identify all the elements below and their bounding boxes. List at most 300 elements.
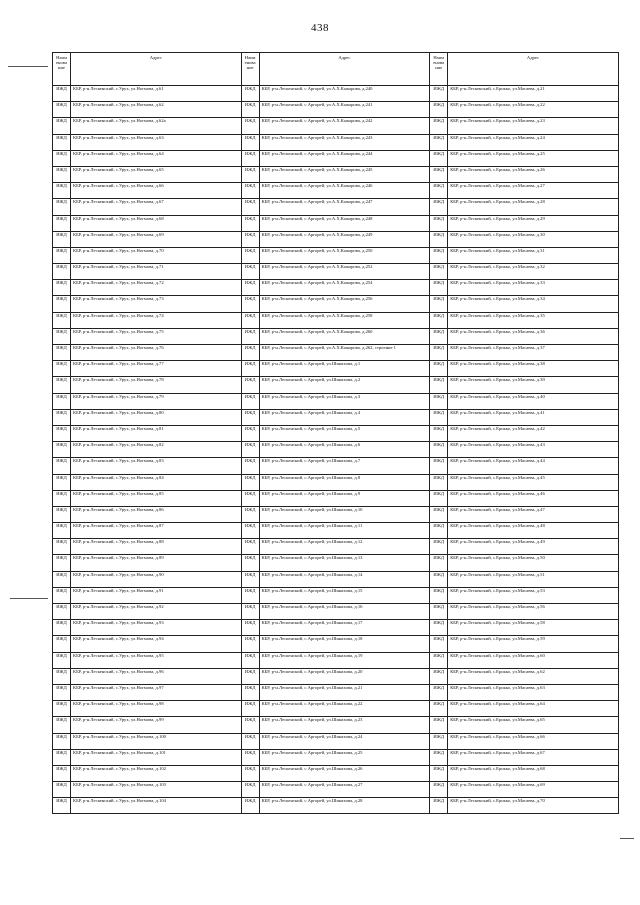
address-cell: КБР, р-н.Лескенский, с.Ерокко, ул.Масаева, д.28 — [448, 199, 619, 215]
address-cell: КБР, р-н.Лескенский, с.Ерокко, ул.Масаева, д.46 — [448, 490, 619, 506]
address-cell: КБР, р-н.Лескенский, с.Ерокко, ул.Масаева, д.59 — [448, 636, 619, 652]
table-row — [53, 765, 619, 781]
address-cell: КБР, р-н.Лескенский, с.Урух, ул.Ногмова, д.84 — [71, 474, 242, 490]
address-cell: КБР, р-н.Лескенский, с.Ерокко, ул.Масаева, д.49 — [448, 539, 619, 555]
property-type-cell: ИЖД — [241, 749, 259, 765]
property-type-cell: ИЖД — [430, 377, 448, 393]
address-cell: КБР, р-н.Лескенский, с.Ерокко, ул.Масаева, д.47 — [448, 506, 619, 522]
address-cell: КБР, р-н.Лескенский, с.Ерокко, ул.Масаева, д.56 — [448, 604, 619, 620]
address-cell: КБР, р-н.Лескенский, с.Ерокко, ул.Масаева, д.65 — [448, 717, 619, 733]
property-type-cell: ИЖД — [241, 765, 259, 781]
table-row — [53, 749, 619, 765]
property-type-cell: ИЖД — [241, 102, 259, 118]
property-type-cell: ИЖД — [53, 425, 71, 441]
address-cell: КБР, р-н.Лескенский, с.Урух, ул.Ногмова, д.77 — [71, 361, 242, 377]
property-type-cell: ИЖД — [53, 604, 71, 620]
property-type-cell: ИЖД — [430, 668, 448, 684]
address-cell: КБР, р-н.Лескенский, с.Ерокко, ул.Масаева, д.32 — [448, 264, 619, 280]
property-type-cell: ИЖД — [241, 523, 259, 539]
table-row — [53, 393, 619, 409]
property-type-cell: ИЖД — [430, 328, 448, 344]
address-cell: КБР, р-н.Лескенский, с.Ерокко, ул.Масаева, д.40 — [448, 393, 619, 409]
property-type-cell: ИЖД — [430, 636, 448, 652]
property-type-cell: ИЖД — [53, 442, 71, 458]
address-cell: КБР, р-н.Лескенский, с.Урух, ул.Ногмова, д.67 — [71, 199, 242, 215]
property-type-cell: ИЖД — [430, 150, 448, 166]
table-header-row — [53, 53, 619, 86]
table-row — [53, 231, 619, 247]
scan-edge-mark — [10, 598, 48, 599]
property-type-cell: ИЖД — [241, 587, 259, 603]
property-type-cell: ИЖД — [430, 798, 448, 814]
table-row — [53, 280, 619, 296]
address-cell: КБР, р-н.Лескенский, с.Аргорей, ул.А.Х.Кажарова, д.260 — [259, 328, 430, 344]
address-cell: КБР, р-н.Лескенский, с.Аргорей, ул.Шинахова, д.5 — [259, 425, 430, 441]
table-row — [53, 458, 619, 474]
address-cell: КБР, р-н.Лескенский, с.Аргорей, ул.А.Х.Кажарова, д.252 — [259, 264, 430, 280]
property-type-cell: ИЖД — [430, 312, 448, 328]
property-type-cell: ИЖД — [430, 361, 448, 377]
table-row — [53, 296, 619, 312]
table-row — [53, 118, 619, 134]
address-cell: КБР, р-н.Лескенский, с.Ерокко, ул.Масаева, д.53 — [448, 587, 619, 603]
property-type-cell: ИЖД — [53, 345, 71, 361]
address-cell: КБР, р-н.Лескенский, с.Урух, ул.Ногмова, д.89 — [71, 555, 242, 571]
address-cell: КБР, р-н.Лескенский, с.Урух, ул.Ногмова, д.98 — [71, 701, 242, 717]
table-row — [53, 102, 619, 118]
address-cell: КБР, р-н.Лескенский, с.Урух, ул.Ногмова, д.96 — [71, 668, 242, 684]
address-cell: КБР, р-н.Лескенский, с.Урух, ул.Ногмова, д.100 — [71, 733, 242, 749]
address-cell: КБР, р-н.Лескенский, с.Урух, ул.Ногмова, д.91 — [71, 587, 242, 603]
table-row — [53, 361, 619, 377]
property-type-cell: ИЖД — [430, 442, 448, 458]
property-type-cell: ИЖД — [53, 361, 71, 377]
table-row — [53, 86, 619, 102]
address-cell: КБР, р-н.Лескенский, с.Аргорей, ул.А.Х.Кажарова, д.248 — [259, 215, 430, 231]
property-type-cell: ИЖД — [241, 442, 259, 458]
property-type-cell: ИЖД — [241, 312, 259, 328]
address-cell: КБР, р-н.Лескенский, с.Аргорей, ул.Шинахова, д.15 — [259, 587, 430, 603]
property-type-cell: ИЖД — [430, 231, 448, 247]
table-row — [53, 620, 619, 636]
table-row — [53, 636, 619, 652]
address-cell: КБР, р-н.Лескенский, с.Ерокко, ул.Масаева, д.41 — [448, 409, 619, 425]
property-type-cell: ИЖД — [241, 393, 259, 409]
property-type-cell: ИЖД — [241, 652, 259, 668]
property-type-cell: ИЖД — [53, 231, 71, 247]
address-cell: КБР, р-н.Лескенский, с.Аргорей, ул.А.Х.Кажарова, д.258 — [259, 312, 430, 328]
address-cell: КБР, р-н.Лескенский, с.Аргорей, ул.А.Х.Кажарова, д.240 — [259, 86, 430, 102]
address-cell: КБР, р-н.Лескенский, с.Аргорей, ул.Шинахова, д.21 — [259, 684, 430, 700]
property-type-cell: ИЖД — [53, 717, 71, 733]
property-type-cell: ИЖД — [430, 409, 448, 425]
table-row — [53, 652, 619, 668]
address-cell: КБР, р-н.Лескенский, с.Ерокко, ул.Масаева, д.60 — [448, 652, 619, 668]
table-row — [53, 150, 619, 166]
table-row — [53, 425, 619, 441]
property-type-cell: ИЖД — [430, 393, 448, 409]
column-header-type: Наим енова ние — [241, 53, 259, 86]
address-cell: КБР, р-н.Лескенский, с.Ерокко, ул.Масаева, д.37 — [448, 345, 619, 361]
address-cell: КБР, р-н.Лескенский, с.Ерокко, ул.Масаева, д.38 — [448, 361, 619, 377]
address-cell: КБР, р-н.Лескенский, с.Аргорей, ул.А.Х.Кажарова, д.262, строение 1 — [259, 345, 430, 361]
address-cell: КБР, р-н.Лескенский, с.Ерокко, ул.Масаева, д.29 — [448, 215, 619, 231]
property-type-cell: ИЖД — [241, 490, 259, 506]
property-type-cell: ИЖД — [241, 296, 259, 312]
address-cell: КБР, р-н.Лескенский, с.Аргорей, ул.А.Х.Кажарова, д.249 — [259, 231, 430, 247]
property-type-cell: ИЖД — [241, 328, 259, 344]
table-row — [53, 134, 619, 150]
address-cell: КБР, р-н.Лескенский, с.Ерокко, ул.Масаева, д.51 — [448, 571, 619, 587]
property-type-cell: ИЖД — [53, 166, 71, 182]
address-cell: КБР, р-н.Лескенский, с.Ерокко, ул.Масаева, д.36 — [448, 328, 619, 344]
property-type-cell: ИЖД — [430, 134, 448, 150]
address-cell: КБР, р-н.Лескенский, с.Ерокко, ул.Масаева, д.22 — [448, 102, 619, 118]
address-cell: КБР, р-н.Лескенский, с.Ерокко, ул.Масаева, д.62 — [448, 668, 619, 684]
table-body — [53, 86, 619, 814]
table-row — [53, 183, 619, 199]
address-cell: КБР, р-н.Лескенский, с.Урух, ул.Ногмова, д.70 — [71, 247, 242, 263]
property-type-cell: ИЖД — [53, 183, 71, 199]
address-cell: КБР, р-н.Лескенский, с.Ерокко, ул.Масаева, д.31 — [448, 247, 619, 263]
address-cell: КБР, р-н.Лескенский, с.Урух, ул.Ногмова, д.71 — [71, 264, 242, 280]
address-cell: КБР, р-н.Лескенский, с.Урух, ул.Ногмова, д.62а — [71, 118, 242, 134]
property-type-cell: ИЖД — [53, 328, 71, 344]
property-type-cell: ИЖД — [430, 620, 448, 636]
property-type-cell: ИЖД — [241, 474, 259, 490]
property-type-cell: ИЖД — [53, 620, 71, 636]
address-cell: КБР, р-н.Лескенский, с.Аргорей, ул.Шинахова, д.11 — [259, 523, 430, 539]
address-cell: КБР, р-н.Лескенский, с.Аргорей, ул.А.Х.Кажарова, д.254 — [259, 280, 430, 296]
address-cell: КБР, р-н.Лескенский, с.Аргорей, ул.Шинахова, д.24 — [259, 733, 430, 749]
property-type-cell: ИЖД — [241, 668, 259, 684]
address-cell: КБР, р-н.Лескенский, с.Урух, ул.Ногмова, д.72 — [71, 280, 242, 296]
table-row — [53, 733, 619, 749]
address-cell: КБР, р-н.Лескенский, с.Урух, ул.Ногмова, д.80 — [71, 409, 242, 425]
property-type-cell: ИЖД — [430, 474, 448, 490]
property-type-cell: ИЖД — [241, 183, 259, 199]
address-cell: КБР, р-н.Лескенский, с.Аргорей, ул.Шинахова, д.13 — [259, 555, 430, 571]
table-row — [53, 717, 619, 733]
address-cell: КБР, р-н.Лескенский, с.Урух, ул.Ногмова, д.104 — [71, 798, 242, 814]
table-row — [53, 490, 619, 506]
address-cell: КБР, р-н.Лескенский, с.Урух, ул.Ногмова, д.69 — [71, 231, 242, 247]
column-header-type: Наим енова ние — [430, 53, 448, 86]
address-cell: КБР, р-н.Лескенский, с.Урух, ул.Ногмова, д.81 — [71, 425, 242, 441]
address-cell: КБР, р-н.Лескенский, с.Урух, ул.Ногмова, д.64 — [71, 150, 242, 166]
property-type-cell: ИЖД — [53, 247, 71, 263]
property-type-cell: ИЖД — [430, 587, 448, 603]
address-cell: КБР, р-н.Лескенский, с.Урух, ул.Ногмова, д.90 — [71, 571, 242, 587]
property-type-cell: ИЖД — [241, 409, 259, 425]
table-row — [53, 555, 619, 571]
address-cell: КБР, р-н.Лескенский, с.Аргорей, ул.А.Х.Кажарова, д.245 — [259, 166, 430, 182]
property-type-cell: ИЖД — [430, 247, 448, 263]
property-type-cell: ИЖД — [241, 150, 259, 166]
property-type-cell: ИЖД — [241, 247, 259, 263]
property-type-cell: ИЖД — [241, 701, 259, 717]
property-type-cell: ИЖД — [241, 782, 259, 798]
address-cell: КБР, р-н.Лескенский, с.Аргорей, ул.А.Х.Кажарова, д.247 — [259, 199, 430, 215]
property-type-cell: ИЖД — [53, 118, 71, 134]
address-cell: КБР, р-н.Лескенский, с.Ерокко, ул.Масаева, д.50 — [448, 555, 619, 571]
address-cell: КБР, р-н.Лескенский, с.Аргорей, ул.Шинахова, д.23 — [259, 717, 430, 733]
table-row — [53, 684, 619, 700]
address-cell: КБР, р-н.Лескенский, с.Урух, ул.Ногмова, д.79 — [71, 393, 242, 409]
table-row — [53, 247, 619, 263]
address-cell: КБР, р-н.Лескенский, с.Урух, ул.Ногмова, д.97 — [71, 684, 242, 700]
address-cell: КБР, р-н.Лескенский, с.Урух, ул.Ногмова, д.87 — [71, 523, 242, 539]
address-cell: КБР, р-н.Лескенский, с.Урух, ул.Ногмова, д.73 — [71, 296, 242, 312]
table-row — [53, 668, 619, 684]
table-row — [53, 701, 619, 717]
address-cell: КБР, р-н.Лескенский, с.Аргорей, ул.Шинахова, д.6 — [259, 442, 430, 458]
address-cell: КБР, р-н.Лескенский, с.Аргорей, ул.Шинахова, д.19 — [259, 652, 430, 668]
address-cell: КБР, р-н.Лескенский, с.Урух, ул.Ногмова, д.63 — [71, 134, 242, 150]
table-row — [53, 604, 619, 620]
property-type-cell: ИЖД — [241, 798, 259, 814]
table-row — [53, 523, 619, 539]
property-type-cell: ИЖД — [53, 587, 71, 603]
address-cell: КБР, р-н.Лескенский, с.Урух, ул.Ногмова, д.95 — [71, 652, 242, 668]
property-type-cell: ИЖД — [430, 280, 448, 296]
property-type-cell: ИЖД — [53, 264, 71, 280]
property-type-cell: ИЖД — [241, 684, 259, 700]
property-type-cell: ИЖД — [53, 393, 71, 409]
table-row — [53, 782, 619, 798]
property-type-cell: ИЖД — [53, 86, 71, 102]
address-cell: КБР, р-н.Лескенский, с.Аргорей, ул.Шинахова, д.2 — [259, 377, 430, 393]
property-type-cell: ИЖД — [241, 636, 259, 652]
property-type-cell: ИЖД — [241, 231, 259, 247]
property-type-cell: ИЖД — [241, 571, 259, 587]
property-type-cell: ИЖД — [430, 652, 448, 668]
address-cell: КБР, р-н.Лескенский, с.Урух, ул.Ногмова, д.93 — [71, 620, 242, 636]
address-cell: КБР, р-н.Лескенский, с.Аргорей, ул.Шинахова, д.9 — [259, 490, 430, 506]
property-type-cell: ИЖД — [241, 555, 259, 571]
property-type-cell: ИЖД — [53, 506, 71, 522]
property-type-cell: ИЖД — [430, 782, 448, 798]
address-cell: КБР, р-н.Лескенский, с.Урух, ул.Ногмова, д.62 — [71, 102, 242, 118]
address-cell: КБР, р-н.Лескенский, с.Урух, ул.Ногмова, д.88 — [71, 539, 242, 555]
table-row — [53, 312, 619, 328]
address-cell: КБР, р-н.Лескенский, с.Аргорей, ул.Шинахова, д.14 — [259, 571, 430, 587]
address-cell: КБР, р-н.Лескенский, с.Ерокко, ул.Масаева, д.30 — [448, 231, 619, 247]
address-cell: КБР, р-н.Лескенский, с.Аргорей, ул.А.Х.Кажарова, д.242 — [259, 118, 430, 134]
table-row — [53, 409, 619, 425]
address-cell: КБР, р-н.Лескенский, с.Урух, ул.Ногмова, д.101 — [71, 749, 242, 765]
address-cell: КБР, р-н.Лескенский, с.Аргорей, ул.Шинахова, д.20 — [259, 668, 430, 684]
property-type-cell: ИЖД — [430, 86, 448, 102]
address-cell: КБР, р-н.Лескенский, с.Ерокко, ул.Масаева, д.42 — [448, 425, 619, 441]
property-type-cell: ИЖД — [430, 183, 448, 199]
page-number: 438 — [311, 22, 329, 34]
property-type-cell: ИЖД — [430, 539, 448, 555]
property-type-cell: ИЖД — [53, 555, 71, 571]
property-type-cell: ИЖД — [53, 684, 71, 700]
address-cell: КБР, р-н.Лескенский, с.Урух, ул.Ногмова, д.99 — [71, 717, 242, 733]
scan-edge-mark — [620, 838, 634, 839]
address-cell: КБР, р-н.Лескенский, с.Аргорей, ул.А.Х.Кажарова, д.250 — [259, 247, 430, 263]
property-type-cell: ИЖД — [53, 490, 71, 506]
address-cell: КБР, р-н.Лескенский, с.Аргорей, ул.Шинахова, д.17 — [259, 620, 430, 636]
property-type-cell: ИЖД — [53, 652, 71, 668]
property-type-cell: ИЖД — [53, 102, 71, 118]
address-cell: КБР, р-н.Лескенский, с.Аргорей, ул.Шинахова, д.7 — [259, 458, 430, 474]
property-type-cell: ИЖД — [430, 765, 448, 781]
property-type-cell: ИЖД — [53, 668, 71, 684]
property-type-cell: ИЖД — [430, 215, 448, 231]
property-type-cell: ИЖД — [53, 733, 71, 749]
table-row — [53, 798, 619, 814]
property-type-cell: ИЖД — [430, 296, 448, 312]
property-type-cell: ИЖД — [241, 86, 259, 102]
property-type-cell: ИЖД — [241, 620, 259, 636]
address-cell: КБР, р-н.Лескенский, с.Ерокко, ул.Масаева, д.63 — [448, 684, 619, 700]
property-type-cell: ИЖД — [430, 345, 448, 361]
address-cell: КБР, р-н.Лескенский, с.Аргорей, ул.А.Х.Кажарова, д.246 — [259, 183, 430, 199]
table-row — [53, 587, 619, 603]
property-type-cell: ИЖД — [53, 377, 71, 393]
address-cell: КБР, р-н.Лескенский, с.Аргорей, ул.Шинахова, д.8 — [259, 474, 430, 490]
property-type-cell: ИЖД — [430, 749, 448, 765]
address-registry-table — [52, 52, 619, 814]
address-cell: КБР, р-н.Лескенский, с.Ерокко, ул.Масаева, д.64 — [448, 701, 619, 717]
property-type-cell: ИЖД — [430, 604, 448, 620]
property-type-cell: ИЖД — [241, 199, 259, 215]
address-cell: КБР, р-н.Лескенский, с.Аргорей, ул.Шинахова, д.1 — [259, 361, 430, 377]
table-row — [53, 539, 619, 555]
address-cell: КБР, р-н.Лескенский, с.Урух, ул.Ногмова, д.83 — [71, 458, 242, 474]
property-type-cell: ИЖД — [430, 717, 448, 733]
property-type-cell: ИЖД — [53, 280, 71, 296]
address-cell: КБР, р-н.Лескенский, с.Урух, ул.Ногмова, д.86 — [71, 506, 242, 522]
address-cell: КБР, р-н.Лескенский, с.Ерокко, ул.Масаева, д.25 — [448, 150, 619, 166]
address-cell: КБР, р-н.Лескенский, с.Аргорей, ул.Шинахова, д.4 — [259, 409, 430, 425]
property-type-cell: ИЖД — [241, 458, 259, 474]
property-type-cell: ИЖД — [53, 701, 71, 717]
property-type-cell: ИЖД — [53, 150, 71, 166]
property-type-cell: ИЖД — [241, 345, 259, 361]
address-cell: КБР, р-н.Лескенский, с.Ерокко, ул.Масаева, д.21 — [448, 86, 619, 102]
property-type-cell: ИЖД — [430, 264, 448, 280]
address-cell: КБР, р-н.Лескенский, с.Ерокко, ул.Масаева, д.35 — [448, 312, 619, 328]
property-type-cell: ИЖД — [241, 506, 259, 522]
property-type-cell: ИЖД — [53, 458, 71, 474]
property-type-cell: ИЖД — [430, 506, 448, 522]
property-type-cell: ИЖД — [430, 523, 448, 539]
address-cell: КБР, р-н.Лескенский, с.Ерокко, ул.Масаева, д.69 — [448, 782, 619, 798]
column-header-address: Адрес — [448, 53, 619, 86]
property-type-cell: ИЖД — [430, 102, 448, 118]
table-row — [53, 571, 619, 587]
address-cell: КБР, р-н.Лескенский, с.Аргорей, ул.Шинахова, д.12 — [259, 539, 430, 555]
address-cell: КБР, р-н.Лескенский, с.Ерокко, ул.Масаева, д.27 — [448, 183, 619, 199]
address-cell: КБР, р-н.Лескенский, с.Аргорей, ул.Шинахова, д.16 — [259, 604, 430, 620]
address-cell: КБР, р-н.Лескенский, с.Аргорей, ул.Шинахова, д.28 — [259, 798, 430, 814]
table-row — [53, 506, 619, 522]
property-type-cell: ИЖД — [53, 765, 71, 781]
address-cell: КБР, р-н.Лескенский, с.Урух, ул.Ногмова, д.82 — [71, 442, 242, 458]
table-row — [53, 166, 619, 182]
address-cell: КБР, р-н.Лескенский, с.Урух, ул.Ногмова, д.74 — [71, 312, 242, 328]
address-cell: КБР, р-н.Лескенский, с.Ерокко, ул.Масаева, д.48 — [448, 523, 619, 539]
address-cell: КБР, р-н.Лескенский, с.Ерокко, ул.Масаева, д.34 — [448, 296, 619, 312]
address-cell: КБР, р-н.Лескенский, с.Аргорей, ул.Шинахова, д.25 — [259, 749, 430, 765]
table-row — [53, 215, 619, 231]
property-type-cell: ИЖД — [241, 166, 259, 182]
address-cell: КБР, р-н.Лескенский, с.Аргорей, ул.Шинахова, д.18 — [259, 636, 430, 652]
column-header-type: Наим енова ние — [53, 53, 71, 86]
address-cell: КБР, р-н.Лескенский, с.Урух, ул.Ногмова, д.78 — [71, 377, 242, 393]
address-cell: КБР, р-н.Лескенский, с.Урух, ул.Ногмова, д.68 — [71, 215, 242, 231]
table-row — [53, 328, 619, 344]
column-header-address: Адрес — [71, 53, 242, 86]
property-type-cell: ИЖД — [241, 425, 259, 441]
property-type-cell: ИЖД — [53, 409, 71, 425]
property-type-cell: ИЖД — [53, 312, 71, 328]
address-cell: КБР, р-н.Лескенский, с.Ерокко, ул.Масаева, д.70 — [448, 798, 619, 814]
property-type-cell: ИЖД — [241, 377, 259, 393]
property-type-cell: ИЖД — [241, 733, 259, 749]
address-cell: КБР, р-н.Лескенский, с.Ерокко, ул.Масаева, д.23 — [448, 118, 619, 134]
address-cell: КБР, р-н.Лескенский, с.Аргорей, ул.Шинахова, д.26 — [259, 765, 430, 781]
address-cell: КБР, р-н.Лескенский, с.Урух, ул.Ногмова, д.75 — [71, 328, 242, 344]
property-type-cell: ИЖД — [430, 199, 448, 215]
table-row — [53, 442, 619, 458]
property-type-cell: ИЖД — [53, 474, 71, 490]
scan-edge-mark — [8, 66, 48, 67]
property-type-cell: ИЖД — [241, 280, 259, 296]
address-cell: КБР, р-н.Лескенский, с.Аргорей, ул.А.Х.Кажарова, д.244 — [259, 150, 430, 166]
address-cell: КБР, р-н.Лескенский, с.Ерокко, ул.Масаева, д.33 — [448, 280, 619, 296]
property-type-cell: ИЖД — [53, 199, 71, 215]
property-type-cell: ИЖД — [53, 539, 71, 555]
address-cell: КБР, р-н.Лескенский, с.Ерокко, ул.Масаева, д.68 — [448, 765, 619, 781]
address-cell: КБР, р-н.Лескенский, с.Ерокко, ул.Масаева, д.44 — [448, 458, 619, 474]
property-type-cell: ИЖД — [241, 134, 259, 150]
address-cell: КБР, р-н.Лескенский, с.Урух, ул.Ногмова, д.85 — [71, 490, 242, 506]
property-type-cell: ИЖД — [430, 571, 448, 587]
table-row — [53, 264, 619, 280]
address-cell: КБР, р-н.Лескенский, с.Урух, ул.Ногмова, д.92 — [71, 604, 242, 620]
property-type-cell: ИЖД — [53, 296, 71, 312]
address-cell: КБР, р-н.Лескенский, с.Урух, ул.Ногмова, д.65 — [71, 166, 242, 182]
property-type-cell: ИЖД — [53, 134, 71, 150]
property-type-cell: ИЖД — [241, 264, 259, 280]
property-type-cell: ИЖД — [53, 571, 71, 587]
property-type-cell: ИЖД — [241, 118, 259, 134]
address-cell: КБР, р-н.Лескенский, с.Аргорей, ул.Шинахова, д.10 — [259, 506, 430, 522]
address-cell: КБР, р-н.Лескенский, с.Урух, ул.Ногмова, д.102 — [71, 765, 242, 781]
address-cell: КБР, р-н.Лескенский, с.Урух, ул.Ногмова, д.94 — [71, 636, 242, 652]
property-type-cell: ИЖД — [53, 523, 71, 539]
address-cell: КБР, р-н.Лескенский, с.Аргорей, ул.Шинахова, д.22 — [259, 701, 430, 717]
property-type-cell: ИЖД — [430, 733, 448, 749]
property-type-cell: ИЖД — [241, 215, 259, 231]
address-cell: КБР, р-н.Лескенский, с.Аргорей, ул.Шинахова, д.27 — [259, 782, 430, 798]
address-cell: КБР, р-н.Лескенский, с.Аргорей, ул.А.Х.Кажарова, д.241 — [259, 102, 430, 118]
property-type-cell: ИЖД — [430, 555, 448, 571]
property-type-cell: ИЖД — [241, 717, 259, 733]
address-cell: КБР, р-н.Лескенский, с.Урух, ул.Ногмова, д.76 — [71, 345, 242, 361]
property-type-cell: ИЖД — [53, 798, 71, 814]
property-type-cell: ИЖД — [430, 166, 448, 182]
property-type-cell: ИЖД — [241, 604, 259, 620]
address-cell: КБР, р-н.Лескенский, с.Аргорей, ул.Шинахова, д.3 — [259, 393, 430, 409]
property-type-cell: ИЖД — [53, 215, 71, 231]
property-type-cell: ИЖД — [430, 425, 448, 441]
